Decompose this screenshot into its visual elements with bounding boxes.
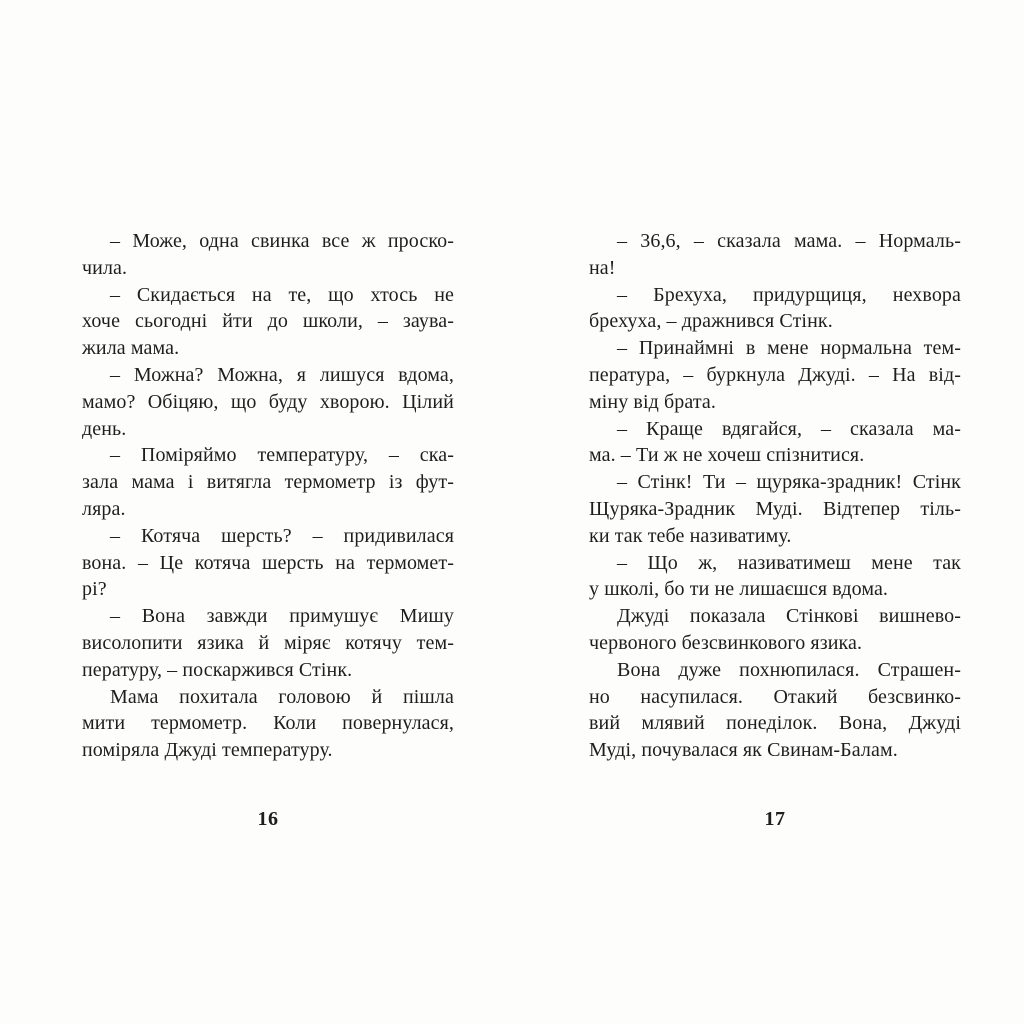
text-line: хоче сьогодні йти до школи, – заува- bbox=[82, 310, 454, 333]
text-line: на! bbox=[589, 256, 616, 279]
text-line: вона. – Це котяча шерсть на термомет- bbox=[82, 551, 454, 574]
text-line: Мама похитала головою й пішла bbox=[110, 685, 454, 708]
text-line: вий млявий понеділок. Вона, Джуді bbox=[589, 712, 961, 735]
text-line: – Скидається на те, що хтось не bbox=[110, 283, 454, 306]
text-line: но насупилася. Отакий безсвинко- bbox=[589, 685, 961, 708]
text-line: – Поміряймо температуру, – ска- bbox=[110, 444, 454, 467]
page-number-right: 17 bbox=[764, 808, 786, 830]
text-line: ляра. bbox=[82, 497, 126, 520]
text-line: – Стінк! Ти – щуряка-зрадник! Стінк bbox=[617, 471, 961, 494]
text-line: день. bbox=[82, 417, 127, 440]
text-line: – Вона завжди примушує Мишу bbox=[110, 605, 454, 628]
page-right-text-block bbox=[589, 228, 961, 764]
text-line: рі? bbox=[82, 578, 107, 601]
text-line: – Може, одна свинка все ж проско- bbox=[110, 230, 454, 252]
text-line: червоного безсвинкового язика. bbox=[589, 631, 863, 654]
text-line: пературу, – поскаржився Стінк. bbox=[82, 658, 353, 681]
text-line: – Можна? Можна, я лишуся вдома, bbox=[110, 363, 454, 386]
text-line: – 36,6, – сказала мама. – Нормаль- bbox=[617, 230, 961, 252]
text-line: поміряла Джуді температуру. bbox=[82, 739, 333, 762]
text-line: брехуха, – дражнився Стінк. bbox=[589, 310, 833, 333]
text-line: ки так тебе називатиму. bbox=[589, 524, 792, 547]
text-line: висолопити язика й міряє котячу тем- bbox=[82, 631, 454, 654]
text-line: міну від брата. bbox=[589, 390, 716, 413]
page-left-text-block bbox=[82, 228, 454, 764]
text-line: жила мама. bbox=[82, 337, 180, 360]
text-line: – Принаймні в мене нормальна тем- bbox=[617, 337, 961, 360]
text-line: – Що ж, називатимеш мене так bbox=[617, 551, 961, 574]
text-line: Щуряка-Зрадник Муді. Відтепер тіль- bbox=[589, 497, 961, 520]
text-line: чила. bbox=[82, 256, 128, 279]
text-line: – Котяча шерсть? – придивилася bbox=[110, 524, 454, 547]
text-line: ма. – Ти ж не хочеш спізнитися. bbox=[589, 444, 865, 467]
text-line: Вона дуже похнюпилася. Страшен- bbox=[617, 658, 961, 681]
text-line: мити термометр. Коли повернулася, bbox=[82, 712, 454, 735]
text-line: зала мама і витягла термометр із фут- bbox=[82, 471, 454, 494]
text-line: у школі, бо ти не лишаєшся вдома. bbox=[589, 578, 889, 601]
text-line: – Краще вдягайся, – сказала ма- bbox=[617, 417, 961, 440]
text-line: пература, – буркнула Джуді. – На від- bbox=[589, 363, 961, 386]
page-number-left: 16 bbox=[257, 808, 279, 830]
text-line: – Брехуха, придурщиця, нехвора bbox=[617, 283, 961, 306]
text-line: Джуді показала Стінкові вишнево- bbox=[617, 605, 961, 628]
text-line: Муді, почувалася як Свинам-Балам. bbox=[589, 739, 898, 762]
text-line: мамо? Обіцяю, що буду хворою. Цілий bbox=[82, 390, 454, 413]
